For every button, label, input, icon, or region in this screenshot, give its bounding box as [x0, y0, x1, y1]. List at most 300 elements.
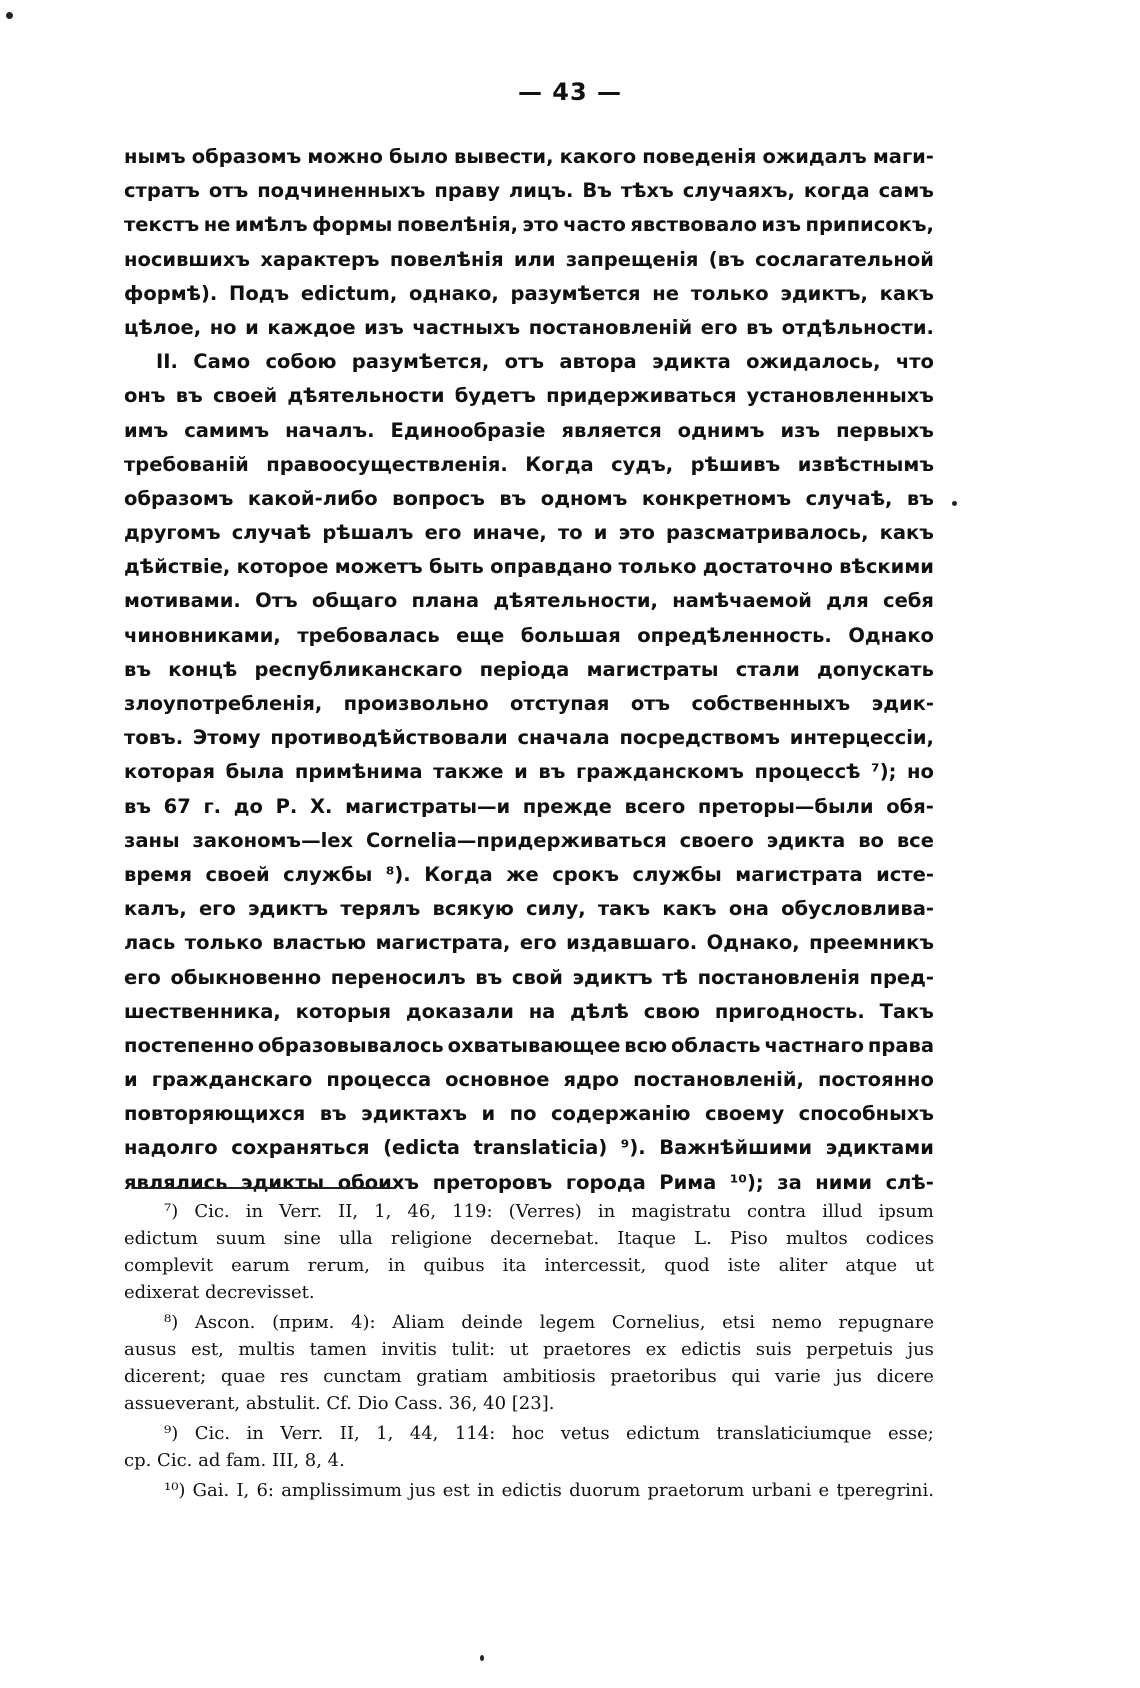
- scan-speck: [952, 501, 957, 506]
- word: Такъ: [879, 999, 934, 1023]
- word: res: [280, 1366, 309, 1387]
- word: чиновниками,: [124, 623, 281, 647]
- word: быть: [428, 555, 484, 579]
- word: quae: [220, 1366, 266, 1387]
- word: varie: [774, 1366, 821, 1387]
- word: его: [124, 965, 161, 989]
- word: вывести,: [454, 145, 554, 168]
- word: quibus: [423, 1255, 485, 1276]
- word: hoc: [511, 1423, 545, 1444]
- word: своему: [704, 1102, 785, 1126]
- word: Cic.: [194, 1423, 231, 1444]
- word: было: [389, 145, 448, 168]
- word: началъ.: [285, 418, 375, 442]
- word: силу,: [526, 897, 586, 921]
- word: исте-: [876, 862, 934, 886]
- word: Когда: [424, 862, 493, 886]
- word: оправдано: [490, 555, 613, 579]
- word: являлись: [124, 1170, 228, 1194]
- word: вѣскими: [839, 555, 934, 579]
- word: какой-либо: [247, 486, 378, 510]
- word: не: [652, 281, 679, 305]
- footnote-line: edixerat decrevisset.: [124, 1282, 315, 1303]
- word: она: [728, 897, 769, 921]
- word: praetoribus: [610, 1366, 717, 1387]
- word: магистраты—и: [345, 794, 511, 818]
- word: повторяющихся: [124, 1102, 306, 1126]
- word: praetores: [543, 1339, 632, 1360]
- word: эдикта: [766, 828, 846, 852]
- word: по: [509, 1102, 537, 1126]
- word: est: [442, 1480, 470, 1501]
- word: стратъ: [124, 179, 200, 203]
- text-line: [124, 653, 934, 687]
- word: правоосуществленія.: [266, 452, 508, 476]
- word: самъ: [878, 179, 934, 203]
- word: tulit:: [451, 1339, 496, 1360]
- word: также: [433, 760, 504, 784]
- word: гражданскаго: [151, 1068, 313, 1092]
- word: права: [867, 1033, 934, 1057]
- main-body-text: [124, 140, 934, 1200]
- word: маги-: [872, 145, 934, 168]
- text-line: [124, 824, 934, 858]
- word: ausus: [124, 1339, 177, 1360]
- word: изъ: [364, 315, 404, 339]
- word: отъ: [208, 179, 249, 203]
- text-line: [124, 721, 934, 755]
- word: постановленія: [697, 965, 860, 989]
- word: случаѣ: [231, 521, 312, 545]
- word: эдиктахъ: [361, 1102, 468, 1126]
- word: интерцессіи,: [789, 726, 934, 750]
- word: города: [565, 1170, 646, 1194]
- footnote-line: [124, 1252, 934, 1279]
- text-line: [124, 1166, 934, 1200]
- word: приписокъ,: [805, 213, 934, 237]
- word: дѣятельности,: [493, 589, 658, 613]
- word: cunctam: [323, 1366, 402, 1387]
- text-line: [124, 311, 934, 345]
- word: намѣчаемой: [672, 589, 812, 613]
- word: эдиктъ: [247, 897, 329, 921]
- word: въ: [475, 965, 503, 989]
- word: gratiam: [416, 1366, 488, 1387]
- word: не: [203, 213, 231, 237]
- word: дѣлѣ: [570, 999, 629, 1023]
- word: tamen: [309, 1339, 367, 1360]
- word: опредѣленность.: [637, 623, 832, 647]
- word: Когда: [525, 452, 594, 476]
- word: установленныхъ: [746, 384, 934, 408]
- word: явствовало: [630, 213, 757, 237]
- word: имъ: [124, 418, 169, 442]
- word: одномъ: [540, 486, 628, 510]
- word: службы: [632, 862, 722, 886]
- word: Verr.: [279, 1201, 323, 1222]
- word: ¹⁰);: [729, 1170, 764, 1194]
- word: преторовъ: [432, 1170, 553, 1194]
- word: носившихъ: [124, 247, 251, 271]
- word: поведенія: [642, 145, 757, 168]
- text-line: [124, 243, 934, 277]
- word: complevit: [124, 1255, 214, 1276]
- word: однимъ: [677, 418, 765, 442]
- word: (въ: [708, 247, 745, 271]
- word: эдикта: [652, 350, 731, 374]
- word: 67: [163, 794, 191, 818]
- word: отступая: [510, 692, 610, 715]
- text-line: [124, 345, 934, 379]
- word: тѣхъ: [620, 179, 674, 203]
- word: его: [700, 315, 738, 339]
- word: слѣ-: [885, 1170, 934, 1194]
- word: amplissimum: [281, 1480, 402, 1501]
- word: Этому: [192, 726, 261, 750]
- word: jus: [835, 1366, 862, 1387]
- word: обусловлива-: [781, 897, 934, 921]
- word: dicere: [876, 1366, 934, 1387]
- word: себя: [883, 589, 934, 613]
- word: (edicta: [383, 1136, 460, 1160]
- word: iste: [727, 1255, 761, 1276]
- word: своей: [205, 862, 270, 886]
- word: однако,: [408, 281, 499, 305]
- word: во: [858, 828, 884, 852]
- text-line: [124, 550, 934, 584]
- word: Отъ: [255, 589, 298, 613]
- word: но: [907, 760, 934, 784]
- word: какого: [559, 145, 637, 168]
- word: какъ: [662, 897, 717, 921]
- word: какъ: [879, 281, 934, 305]
- word: это: [522, 213, 559, 237]
- word: только: [184, 931, 263, 955]
- word: автора: [559, 350, 637, 374]
- word: разумѣется,: [351, 350, 490, 374]
- word: плана: [411, 589, 480, 613]
- text-line: [124, 208, 934, 242]
- word: обоихъ: [337, 1170, 420, 1194]
- word: службы: [283, 862, 373, 886]
- word: обя-: [886, 794, 934, 818]
- word: Piso: [729, 1228, 768, 1249]
- word: только: [618, 555, 697, 579]
- footnote: [124, 1477, 934, 1504]
- word: образомъ: [191, 145, 302, 168]
- word: можно: [307, 145, 383, 168]
- footnote-line: [124, 1477, 934, 1504]
- word: эдик-: [871, 692, 934, 715]
- word: Единообразіе: [390, 418, 546, 442]
- text-line: [124, 858, 934, 892]
- word: что: [895, 350, 934, 374]
- word: рѣшалъ: [322, 521, 414, 545]
- word: intercessit,: [544, 1255, 647, 1276]
- word: текстъ: [124, 213, 200, 237]
- word: нымъ: [124, 145, 186, 168]
- word: ⁹).: [620, 1136, 646, 1160]
- word: in: [477, 1480, 495, 1501]
- word: Itaque: [617, 1228, 677, 1249]
- word: магистрата: [735, 862, 863, 886]
- word: Въ: [582, 179, 612, 203]
- word: основное: [445, 1068, 550, 1092]
- word: ожидалось,: [746, 350, 881, 374]
- word: обыкновенно: [170, 965, 322, 989]
- word: въ: [538, 760, 566, 784]
- text-line: [124, 892, 934, 926]
- text-line: [124, 926, 934, 960]
- word: edictum: [124, 1228, 198, 1249]
- word: codices: [865, 1228, 934, 1249]
- word: 1,: [374, 1201, 392, 1222]
- word: его: [519, 931, 557, 955]
- text-line: [124, 516, 934, 550]
- word: характеръ: [260, 247, 380, 271]
- word: изъ: [761, 213, 802, 237]
- word: in: [388, 1255, 406, 1276]
- word: въ: [175, 384, 203, 408]
- word: ambitiosis: [502, 1366, 596, 1387]
- word: in: [246, 1423, 264, 1444]
- word: за: [777, 1170, 802, 1194]
- word: періода: [479, 657, 570, 681]
- word: (Verres): [508, 1201, 582, 1222]
- word: ⁸): [164, 1312, 179, 1333]
- footnote: [124, 1309, 934, 1417]
- word: 114:: [454, 1423, 496, 1444]
- word: (прим.: [272, 1312, 335, 1333]
- word: эдиктъ: [572, 965, 653, 989]
- word: магистрата,: [375, 931, 511, 955]
- footnote-line: [124, 1336, 934, 1363]
- word: всего: [624, 794, 686, 818]
- word: magistratu: [631, 1201, 731, 1222]
- word: e: [818, 1480, 830, 1501]
- word: такъ: [597, 897, 651, 921]
- word: то: [557, 521, 583, 545]
- word: часто: [563, 213, 626, 237]
- word: собою: [265, 350, 337, 374]
- word: мотивами.: [124, 589, 241, 613]
- word: Cornelius,: [611, 1312, 706, 1333]
- text-line: [124, 584, 934, 618]
- word: же: [506, 862, 539, 886]
- word: 6:: [256, 1480, 274, 1501]
- word: duorum: [569, 1480, 641, 1501]
- word: и: [481, 1102, 496, 1126]
- scan-speck: [480, 1655, 484, 1661]
- word: decernebat.: [490, 1228, 600, 1249]
- word: концѣ: [168, 657, 238, 681]
- word: Aliam: [392, 1312, 445, 1333]
- word: срокъ: [552, 862, 620, 886]
- word: въ: [124, 794, 151, 818]
- word: доказали: [405, 999, 514, 1023]
- word: прежде: [522, 794, 612, 818]
- word: рѣшивъ: [690, 452, 781, 476]
- text-line: [124, 482, 934, 516]
- word: иначе,: [472, 521, 547, 545]
- word: 119:: [452, 1201, 493, 1222]
- word: translaticiumque: [716, 1423, 872, 1444]
- word: Подъ: [229, 281, 290, 305]
- word: эдикты: [241, 1170, 325, 1194]
- word: допускать: [817, 657, 934, 681]
- word: въ: [124, 657, 151, 681]
- word: повелѣнія,: [396, 213, 518, 237]
- word: только: [690, 281, 769, 305]
- word: suis: [755, 1339, 792, 1360]
- text-line: [124, 619, 934, 653]
- word: способныхъ: [798, 1102, 934, 1126]
- word: suum: [216, 1228, 266, 1249]
- word: сохраняться: [231, 1136, 370, 1160]
- word: большая: [520, 623, 621, 647]
- word: онъ: [124, 384, 166, 408]
- word: 1,: [376, 1423, 394, 1444]
- word: охватывающее: [447, 1033, 621, 1057]
- footnote-line: assueverant, abstulit. Cf. Dio Cass. 36, 40 [23].: [124, 1393, 555, 1414]
- word: придерживаться: [546, 384, 737, 408]
- footnote-line: [124, 1420, 934, 1447]
- text-line: [124, 790, 934, 824]
- word: преторы—были: [697, 794, 874, 818]
- word: illud: [822, 1201, 863, 1222]
- word: ¹⁰): [164, 1480, 186, 1501]
- word: ядро: [563, 1068, 620, 1092]
- word: процессѣ: [754, 760, 861, 784]
- word: можетъ: [334, 555, 423, 579]
- footnote-line: [124, 1309, 934, 1336]
- word: эдиктъ,: [780, 281, 868, 305]
- word: X.: [309, 794, 333, 818]
- word: терялъ: [340, 897, 421, 921]
- word: earum: [231, 1255, 290, 1276]
- word: въ: [319, 1102, 347, 1126]
- word: ex: [645, 1339, 667, 1360]
- word: его: [424, 521, 462, 545]
- word: формѣ).: [124, 281, 218, 305]
- word: содержанію: [550, 1102, 691, 1126]
- word: разсматривалось,: [665, 521, 869, 545]
- word: ulla: [338, 1228, 373, 1249]
- word: Само: [193, 350, 251, 374]
- word: въ: [746, 315, 774, 339]
- word: стали: [735, 657, 800, 681]
- word: вопросъ: [392, 486, 485, 510]
- word: конкретномъ: [641, 486, 792, 510]
- word: ita: [502, 1255, 527, 1276]
- word: esse;: [888, 1423, 934, 1444]
- word: повелѣнія: [389, 247, 504, 271]
- footnote: [124, 1198, 934, 1306]
- word: отъ: [630, 692, 671, 715]
- word: постоянно: [817, 1068, 934, 1092]
- word: надолго: [124, 1136, 218, 1160]
- word: своей: [212, 384, 278, 408]
- word: nemo: [771, 1312, 822, 1333]
- word: частнаго: [764, 1033, 865, 1057]
- word: in: [597, 1201, 616, 1222]
- word: сослагательной: [754, 247, 934, 271]
- word: edictis: [681, 1339, 742, 1360]
- word: которое: [236, 555, 329, 579]
- word: но: [209, 315, 237, 339]
- word: Рима: [659, 1170, 717, 1194]
- word: всякую: [432, 897, 514, 921]
- text-line: [124, 174, 934, 208]
- word: запрещенія: [565, 247, 699, 271]
- word: II.: [156, 350, 178, 374]
- word: собственныхъ: [691, 692, 851, 715]
- word: произвольно: [343, 692, 489, 715]
- word: jus: [409, 1480, 436, 1501]
- word: ut: [509, 1339, 529, 1360]
- word: пред-: [869, 965, 934, 989]
- word: эдиктами: [825, 1136, 934, 1160]
- word: или: [513, 247, 556, 271]
- word: sine: [283, 1228, 321, 1249]
- word: является: [561, 418, 662, 442]
- text-line: [124, 961, 934, 995]
- word: извѣстнымъ: [797, 452, 934, 476]
- word: общаго: [311, 589, 398, 613]
- word: республиканскаго: [254, 657, 463, 681]
- word: всю: [624, 1033, 668, 1057]
- word: дѣятельности: [287, 384, 445, 408]
- word: translaticia): [473, 1136, 608, 1160]
- text-line: [124, 379, 934, 413]
- word: Однако,: [706, 931, 800, 955]
- word: сначала: [517, 726, 610, 750]
- word: est,: [190, 1339, 224, 1360]
- word: quod: [664, 1255, 710, 1276]
- word: для: [826, 589, 869, 613]
- word: на: [528, 999, 556, 1023]
- footnotes-section: [124, 1198, 934, 1504]
- word: была: [225, 760, 285, 784]
- word: изъ: [780, 418, 821, 442]
- word: свой: [511, 965, 563, 989]
- word: свою: [643, 999, 700, 1023]
- word: другомъ: [124, 521, 221, 545]
- footnote-line: cp. Cic. ad fam. III, 8, 4.: [124, 1450, 345, 1471]
- word: Р.: [275, 794, 298, 818]
- word: тѣ: [662, 965, 688, 989]
- word: требовалась: [297, 623, 440, 647]
- text-line: [124, 140, 934, 174]
- word: когда: [803, 179, 870, 203]
- word: edictum,: [300, 281, 398, 305]
- word: и: [245, 315, 259, 339]
- word: qui: [731, 1366, 761, 1387]
- word: его: [198, 897, 236, 921]
- word: ⁹): [164, 1423, 179, 1444]
- word: in: [245, 1201, 264, 1222]
- word: edictum: [626, 1423, 700, 1444]
- word: отдѣльности.: [781, 315, 934, 339]
- word: злоупотребленія,: [124, 692, 323, 715]
- page-number: — 43 —: [517, 78, 623, 106]
- text-line: [124, 1097, 934, 1131]
- word: multis: [238, 1339, 296, 1360]
- word: судъ,: [611, 452, 674, 476]
- scan-speck: [6, 12, 13, 19]
- word: постановленій,: [633, 1068, 804, 1092]
- word: до: [233, 794, 263, 818]
